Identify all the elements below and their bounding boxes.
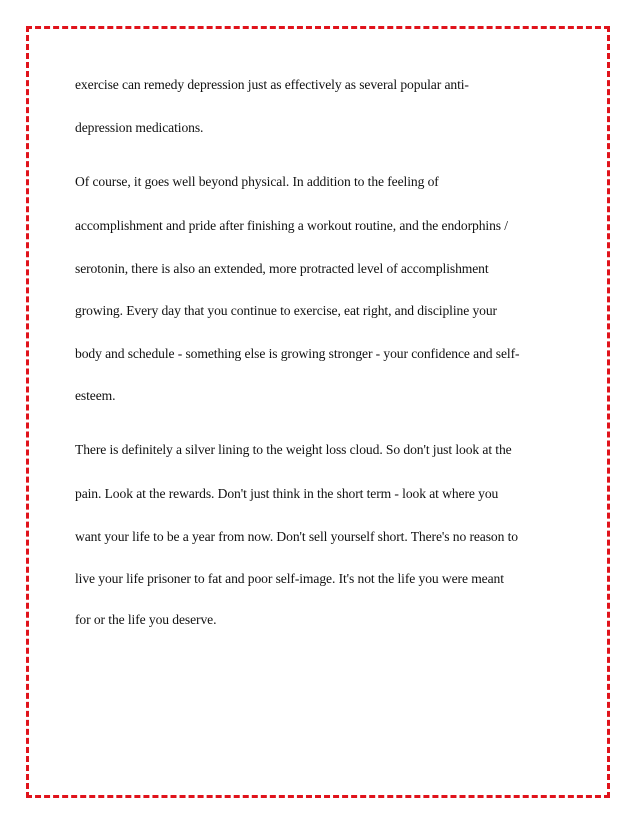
text-line: exercise can remedy depression just as effectively as several popular anti- bbox=[75, 77, 469, 92]
text-line: pain. Look at the rewards. Don't just think in the short term - look at where you bbox=[75, 486, 499, 501]
text-line: Of course, it goes well beyond physical. In addition to the feeling of bbox=[75, 174, 439, 189]
text-line: for or the life you deserve. bbox=[75, 612, 217, 627]
text-line: live your life prisoner to fat and poor self-image. It's not the life you were meant bbox=[75, 571, 504, 586]
page-border bbox=[26, 26, 610, 798]
text-line: depression medications. bbox=[75, 120, 204, 135]
text-line: accomplishment and pride after finishing a workout routine, and the endorphins / bbox=[75, 218, 508, 233]
text-line: want your life to be a year from now. Don't sell yourself short. There's no reason to bbox=[75, 529, 518, 544]
text-line: esteem. bbox=[75, 388, 116, 403]
text-line: body and schedule - something else is growing stronger - your confidence and self- bbox=[75, 346, 520, 361]
text-line: growing. Every day that you continue to exercise, eat right, and discipline your bbox=[75, 303, 497, 318]
text-line: serotonin, there is also an extended, more protracted level of accomplishment bbox=[75, 261, 489, 276]
text-line: There is definitely a silver lining to the weight loss cloud. So don't just look at the bbox=[75, 442, 512, 457]
